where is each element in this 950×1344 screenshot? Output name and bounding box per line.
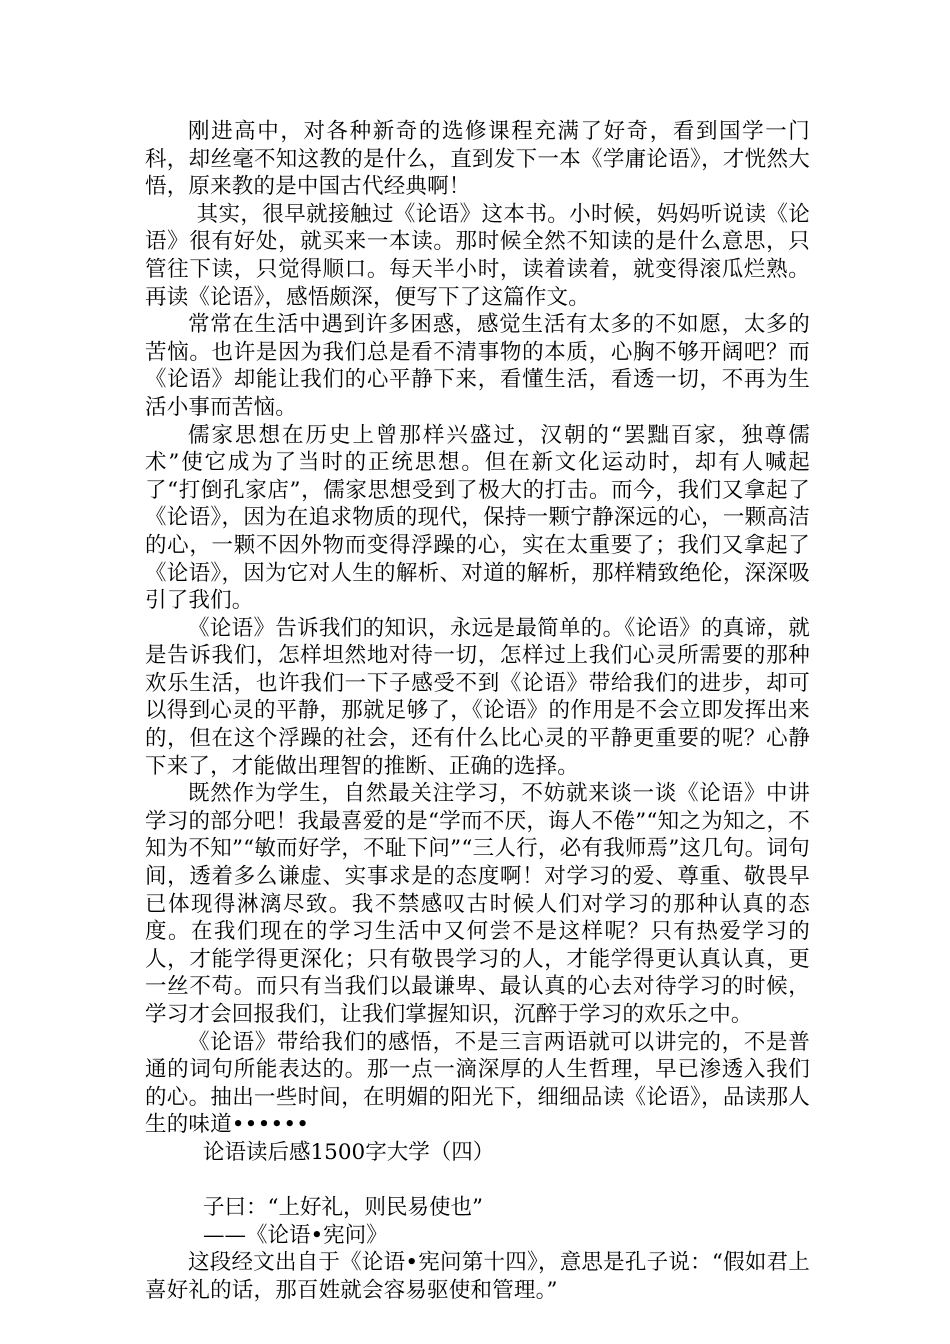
section-title: 论语读后感1500字大学（四） xyxy=(203,1139,495,1165)
document-page xyxy=(145,118,810,1305)
paragraph-1: 刚进高中，对各种新奇的选修课程充满了好奇，看到国学一门科，却丝毫不知这教的是什么，直到发下一本《学庸论语》，才恍然大悟，原来教的是中国古代经典啊！ xyxy=(145,119,810,200)
paragraph-4: 儒家思想在历史上曾那样兴盛过，汉朝的“罢黜百家，独尊儒术”使它成为了当时的正统思想。但在新文化运动时，却有人喊起了“打倒孔家店”，儒家思想受到了极大的打击。而今，我们又拿起了《论语》，因为在追求物质的现代，保持一颗宁静深远的心，一颗高洁的心，一颗不因外物而变得浮躁的心，实在太重要了；我们又拿起了《论语》，因为它对人生的解析、对道的解析，那样精致绝伦，深深吸引了我们。 xyxy=(145,422,810,614)
paragraph-5: 《论语》告诉我们的知识，永远是最简单的。《论语》的真谛，就是告诉我们，怎样坦然地对待一切，怎样过上我们心灵所需要的那种欢乐生活，也许我们一下子感受不到《论语》带给我们的进步，却可以得到心灵的平静，那就足够了，《论语》的作用是不会立即发挥出来的，但在这个浮躁的社会，还有什么比心灵的平静更重要的呢？心静下来了，才能做出理智的推断、正确的选择。 xyxy=(145,615,810,779)
paragraph-2: 其实，很早就接触过《论语》这本书。小时候，妈妈听说读《论语》很有好处，就买来一本读。那时候全然不知读的是什么意思，只管往下读，只觉得顺口。每天半小时，读着读着，就变得滚瓜烂熟。再读《论语》，感悟颇深，便写下了这篇作文。 xyxy=(145,201,810,310)
blank-line xyxy=(145,1167,810,1195)
paragraph-3: 常常在生活中遇到许多困惑，感觉生活有太多的不如愿，太多的苦恼。也许是因为我们总是看不清事物的本质，心胸不够开阔吧？而《论语》却能让我们的心平静下来，看懂生活，看透一切，不再为生活小事而苦恼。 xyxy=(145,312,810,420)
paragraph-7: 《论语》带给我们的感悟，不是三言两语就可以讲完的，不是普通的词句所能表达的。那一点一滴深厚的人生哲理，早已渗透入我们的心。抽出一些时间，在明媚的阳光下，细细品读《论语》，品读那人生的味道•••••• xyxy=(145,1029,810,1138)
quote: 子曰：“上好礼，则民易使也” xyxy=(203,1195,483,1221)
quote-source: ——《论语•宪问》 xyxy=(203,1222,388,1248)
paragraph-6: 既然作为学生，自然最关注学习，不妨就来谈一谈《论语》中讲学习的部分吧！我最喜爱的是“学而不厌，诲人不倦”“知之为知之，不知为不知”“敏而好学，不耻下问”“三人行，必有我师焉”这几句。词句间，透着多么谦虚、实事求是的态度啊！对学习的爱、尊重、敬畏早已体现得淋漓尽致。我不禁感叹古时候人们对学习的那种认真的态度。在我们现在的学习生活中又何尝不是这样呢？只有热爱学习的人，才能学得更深化；只有敬畏学习的人，才能学得更认真认真，更一丝不苟。而只有当我们以最谦卑、最认真的心去对待学习的时候，学习才会回报我们，让我们掌握知识，沉醉于学习的欢乐之中。 xyxy=(145,781,810,1027)
final-paragraph: 这段经文出自于《论语•宪问第十四》，意思是孔子说：“假如君上喜好礼的话，那百姓就会容易驱使和管理。” xyxy=(145,1250,810,1303)
